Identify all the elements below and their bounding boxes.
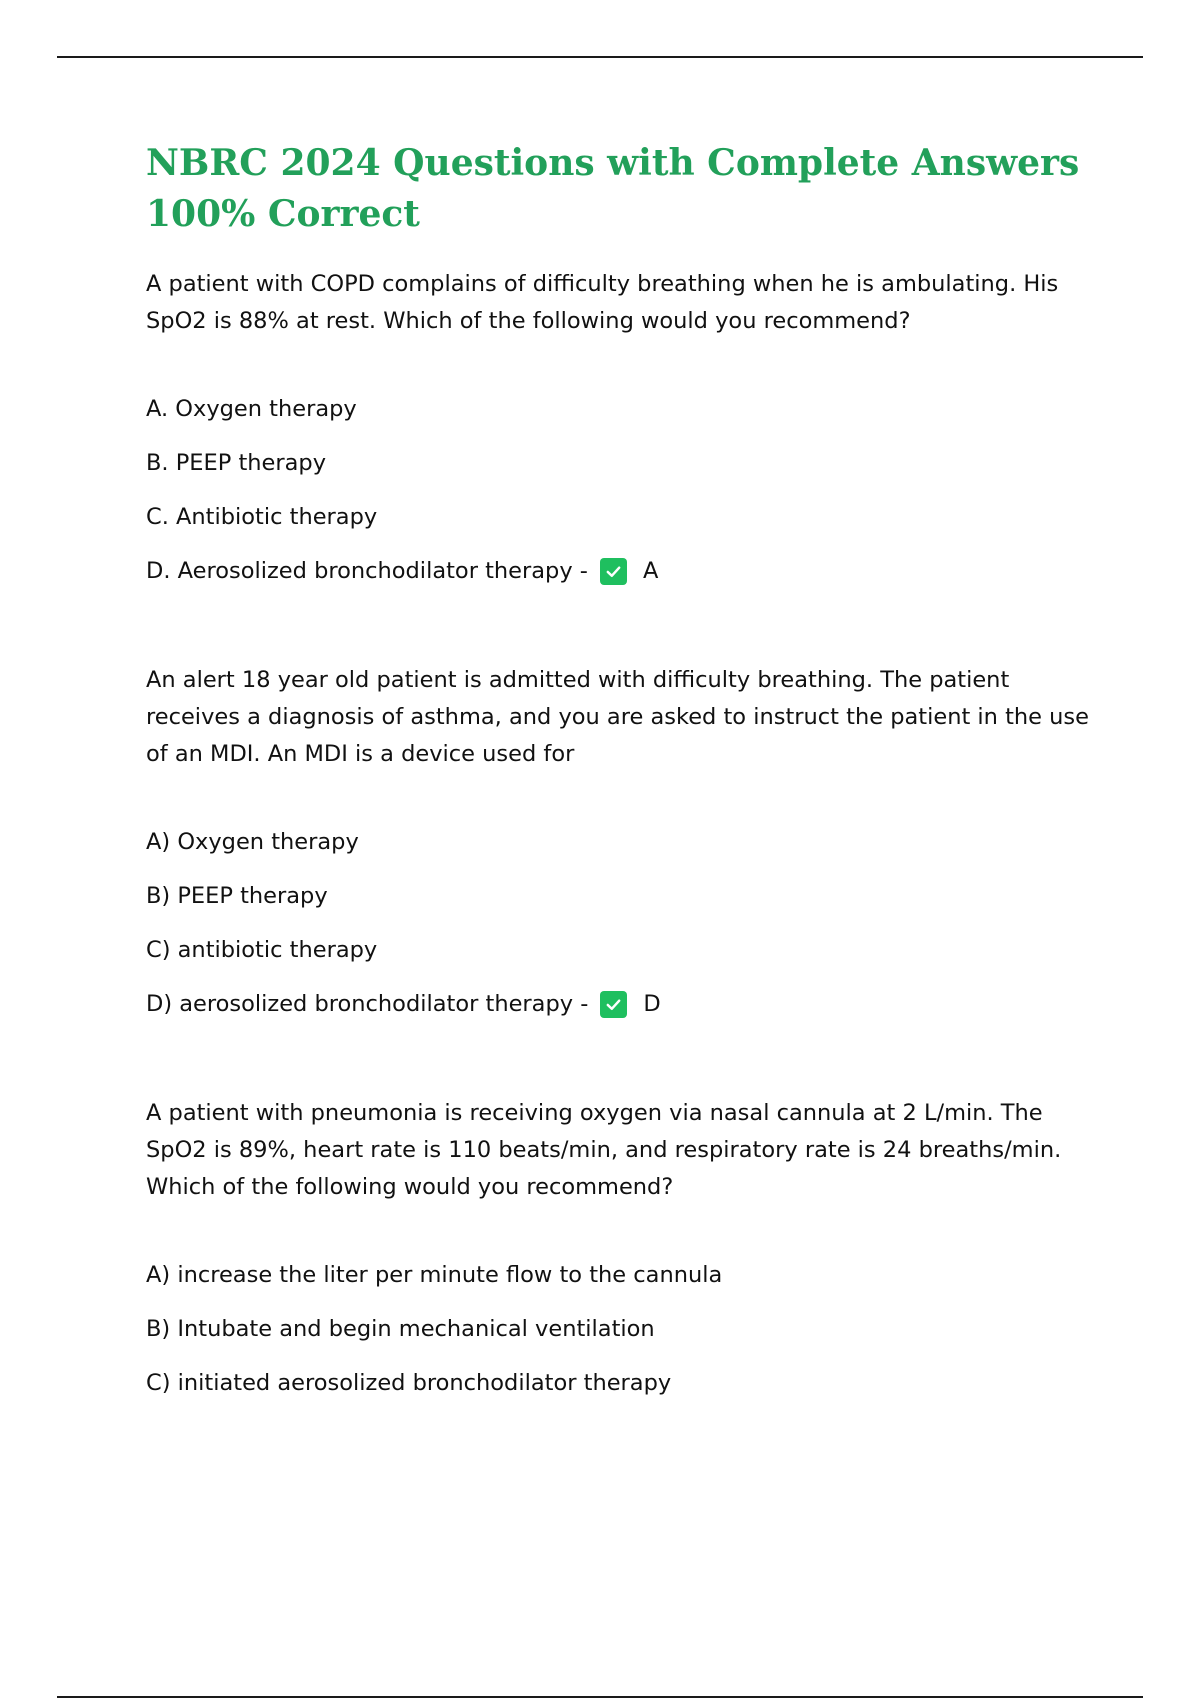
bottom-rule <box>57 1696 1143 1698</box>
option-b: B) PEEP therapy <box>146 883 328 909</box>
option-b: B. PEEP therapy <box>146 450 327 476</box>
check-icon <box>600 991 627 1018</box>
question-text: A patient with pneumonia is receiving oxygen via nasal cannula at 2 L/min. The SpO2 is 89%, heart rate is 110 beats/min, and respiratory rate is 24 breaths/min. Which of the following would you recommend? <box>146 1100 1062 1200</box>
option-b: B) Intubate and begin mechanical ventilation <box>146 1316 655 1342</box>
option-list <box>146 1258 1106 1400</box>
question-2 <box>146 662 1106 1021</box>
option-d: D. Aerosolized bronchodilator therapy - A <box>146 554 1106 588</box>
answer-letter: A <box>642 558 659 584</box>
option-d: D) aerosolized bronchodilator therapy - D <box>146 987 1106 1021</box>
option-a: A. Oxygen therapy <box>146 396 357 422</box>
document-body <box>146 138 1106 1400</box>
option-list <box>146 825 1106 1021</box>
option-list <box>146 392 1106 588</box>
option-a: A) increase the liter per minute flow to the cannula <box>146 1262 723 1288</box>
question-text: An alert 18 year old patient is admitted with difficulty breathing. The patient receives a diagnosis of asthma, and you are asked to instruct the patient in the use of an MDI. An MDI is a device used for <box>146 667 1090 767</box>
document-title: NBRC 2024 Questions with Complete Answers 100% Correct <box>146 142 1080 235</box>
answer-letter: D <box>643 991 661 1017</box>
question-1 <box>146 266 1106 588</box>
top-rule <box>57 56 1143 58</box>
option-c: C) antibiotic therapy <box>146 937 378 963</box>
question-text: A patient with COPD complains of difficulty breathing when he is ambulating. His SpO2 is 88% at rest. Which of the following would you recommend? <box>146 271 1059 334</box>
check-icon <box>600 558 627 585</box>
option-a: A) Oxygen therapy <box>146 829 359 855</box>
question-3 <box>146 1095 1106 1400</box>
option-c: C. Antibiotic therapy <box>146 504 378 530</box>
option-c: C) initiated aerosolized bronchodilator therapy <box>146 1370 672 1396</box>
